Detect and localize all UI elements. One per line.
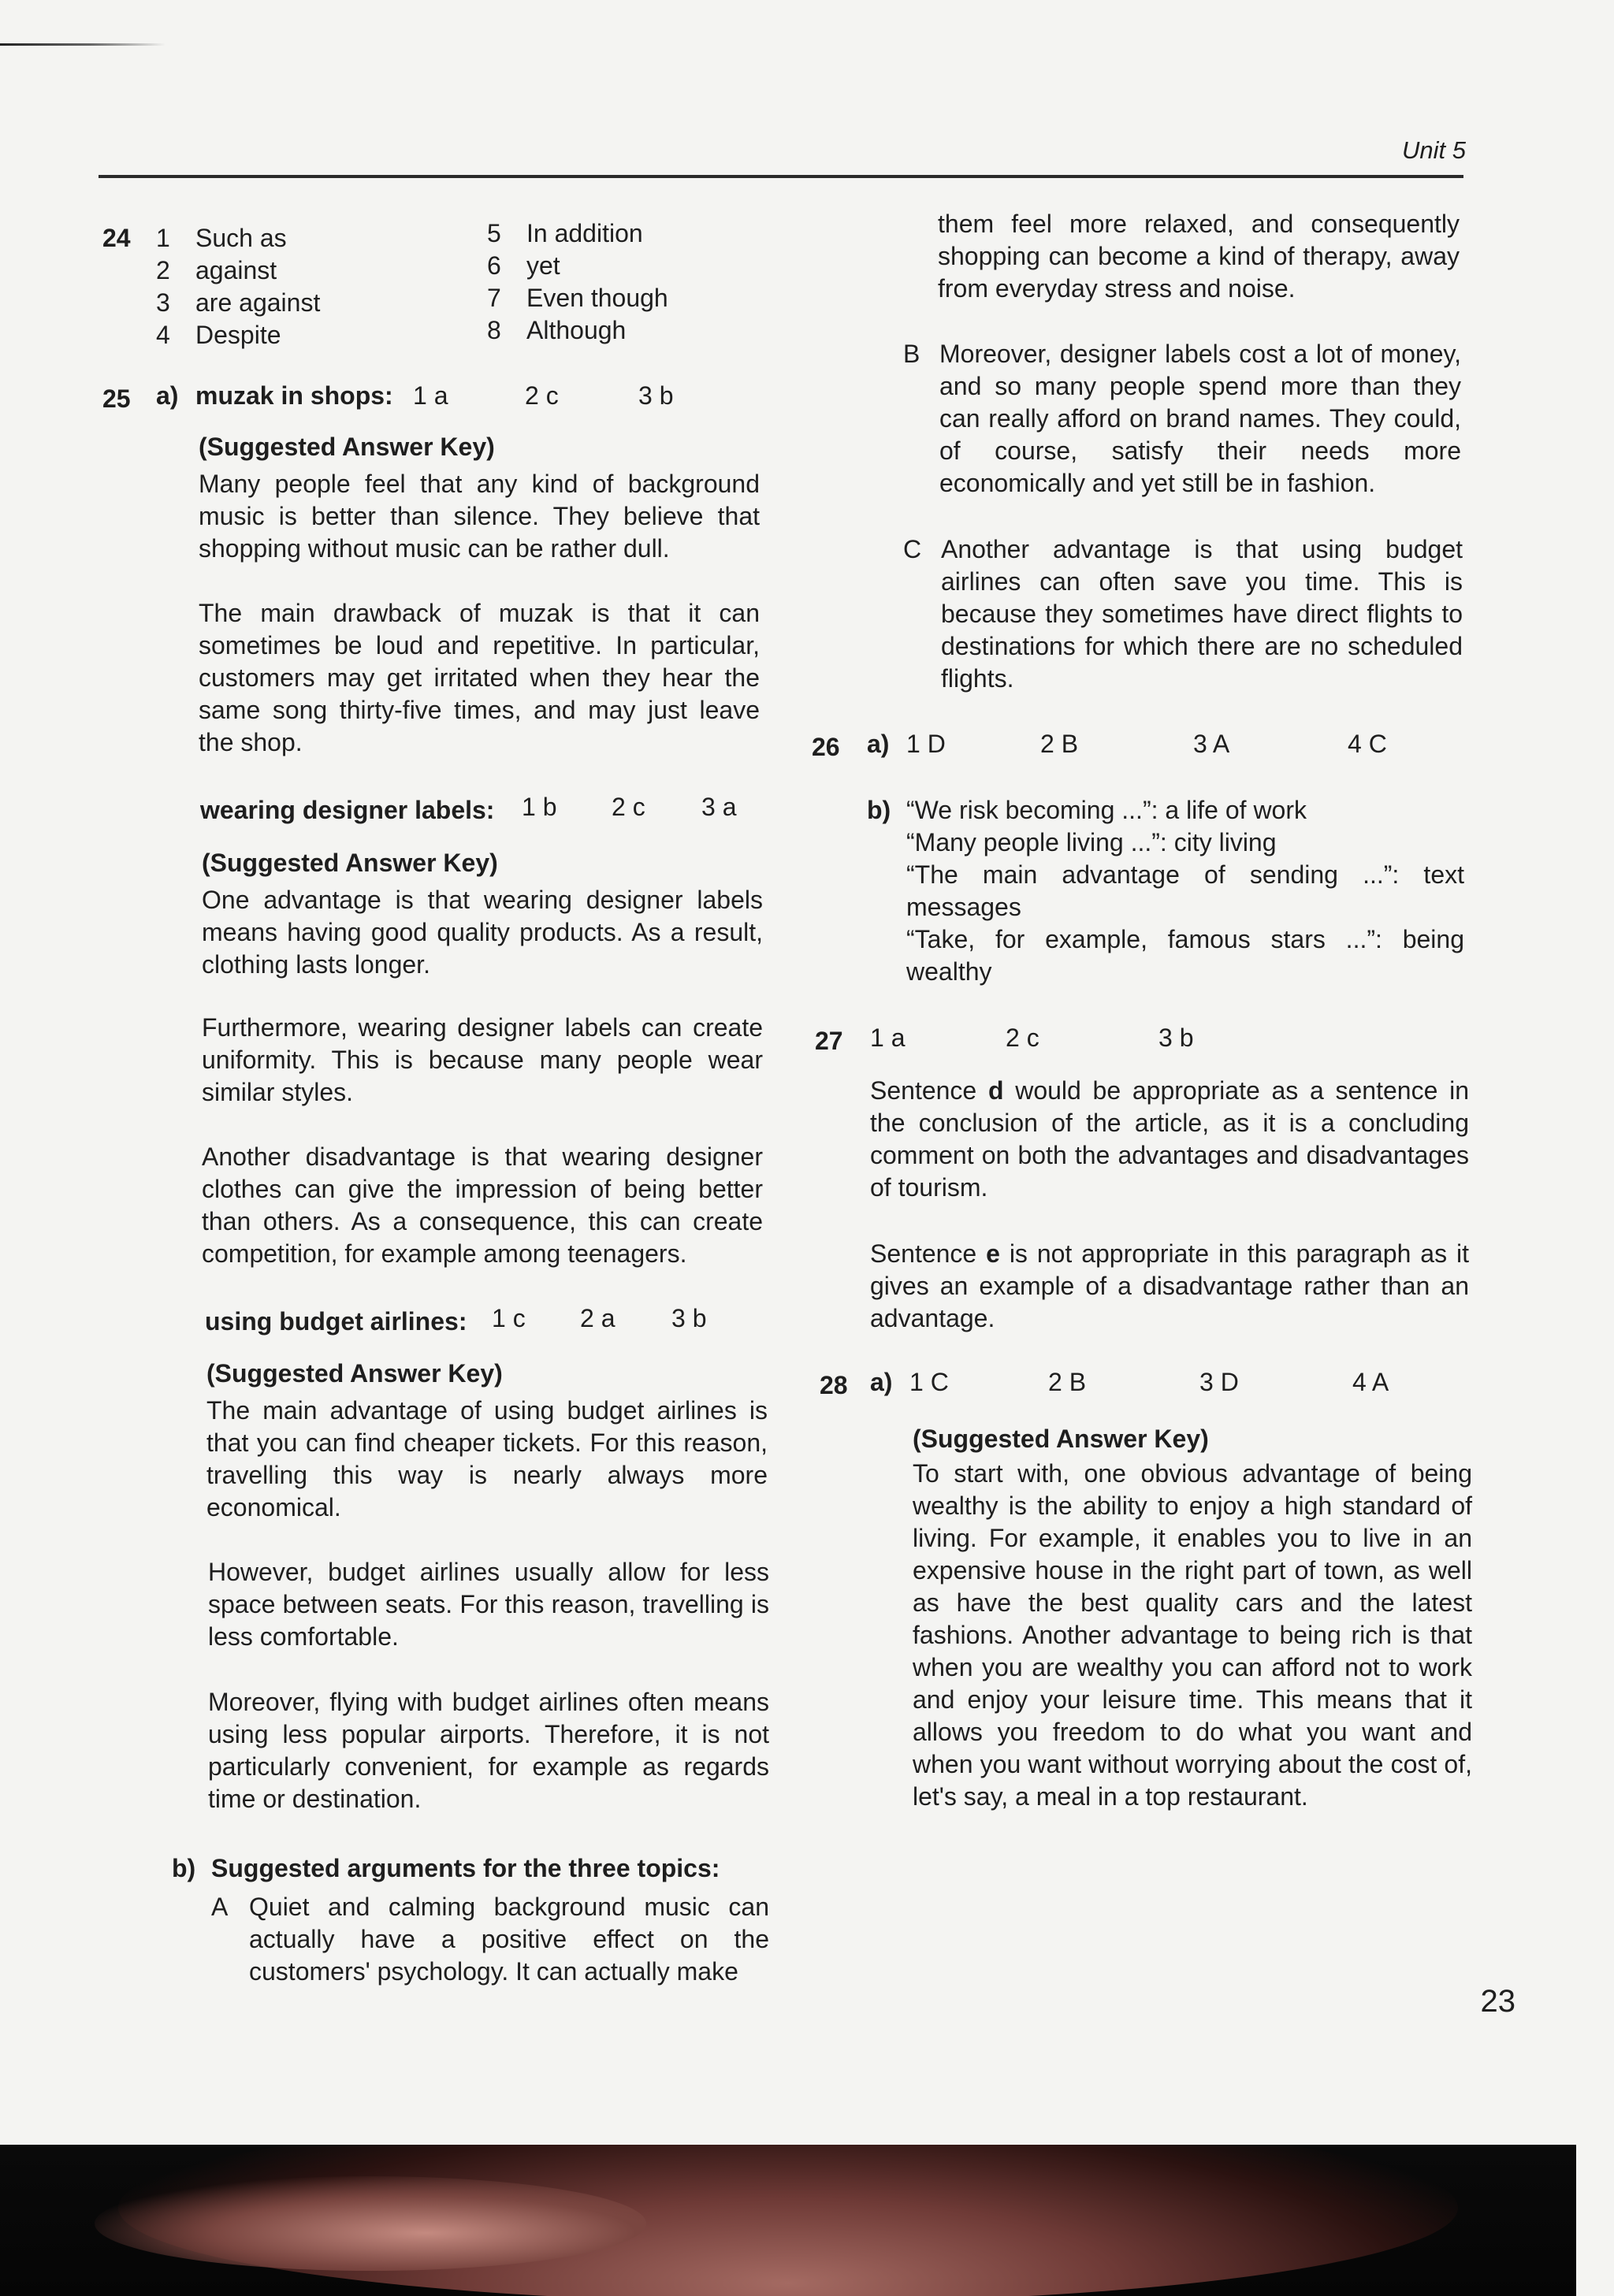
- ex27-d-post: would be appropriate as a sentence in the conclusion of the article, as it is a concluding comment on both the advantages and disadvantages of tourism.: [870, 1076, 1470, 1202]
- designer-paragraph: Another disadvantage is that wearing designer clothes can give the impression of being better than others. As a consequence, this can create competition, for example among teenagers.: [202, 1142, 763, 1268]
- designer-answer: 3 a: [701, 793, 737, 821]
- ex24-item-text: against: [195, 256, 277, 284]
- ex27-answer: 1 a: [870, 1024, 906, 1052]
- ex24-item-text: Although: [526, 316, 627, 344]
- ex24-item-text: Even though: [526, 284, 668, 312]
- budget-answer: 2 a: [580, 1304, 615, 1332]
- argument-letter: B: [903, 340, 920, 368]
- ex27-sentence-d-comment: [870, 1075, 1469, 1204]
- suggested-arguments-title: Suggested arguments for the three topics:: [211, 1854, 720, 1882]
- muzak-answer: 1 a: [413, 381, 448, 410]
- muzak-answer-key-label: (Suggested Answer Key): [199, 433, 495, 461]
- ex27-sentence-e-comment: [870, 1238, 1469, 1335]
- ex24-item-num: 5: [487, 219, 501, 247]
- ex25-b-label: b): [172, 1854, 196, 1882]
- muzak-paragraph: The main drawback of muzak is that it can sometimes be loud and repetitive. In particular, customers may get irritated when they hear the same song thirty-five times, and may just leave the shop.: [199, 599, 760, 756]
- header-rule: [99, 175, 1463, 178]
- argument-a-text-part2: them feel more relaxed, and consequently shopping can become a kind of therapy, away from everyday stress and noise.: [938, 210, 1460, 303]
- ex24-item-num: 4: [156, 321, 170, 349]
- unit-header: Unit 5: [1402, 136, 1466, 164]
- ex28-answer-key-label: (Suggested Answer Key): [913, 1425, 1209, 1453]
- ex24-item-text: are against: [195, 288, 321, 317]
- exercise-26-number: 26: [812, 733, 840, 761]
- exercise-25-number: 25: [102, 385, 131, 413]
- ex26-b-line: “Take, for example, famous stars ...”: being wealthy: [906, 925, 1464, 986]
- exercise-28-number: 28: [820, 1371, 848, 1399]
- ex24-item-num: 8: [487, 316, 501, 344]
- argument-a-text-part1: Quiet and calming background music can actually have a positive effect on the customers' psychology. It can actually make: [249, 1893, 769, 1986]
- budget-answer: 3 b: [671, 1304, 707, 1332]
- ex26-answer: 1 D: [906, 730, 946, 758]
- ex24-item-text: Despite: [195, 321, 281, 349]
- ex27-d-letter: d: [987, 1076, 1004, 1105]
- ex28-answer: 2 B: [1048, 1368, 1087, 1396]
- ex27-e-letter: e: [986, 1239, 1000, 1268]
- exercise-27-number: 27: [815, 1027, 843, 1055]
- budget-paragraph: However, budget airlines usually allow for less space between seats. For this reason, travelling is less comfortable.: [208, 1558, 769, 1651]
- argument-b-text: Moreover, designer labels cost a lot of money, and so many people spend more than they can really afford on brand names. They could, of course, satisfy their needs more economically and yet still be in fashion.: [939, 340, 1461, 497]
- designer-answer-key-label: (Suggested Answer Key): [202, 849, 498, 877]
- argument-c-text: Another advantage is that using budget airlines can often save you time. This is because they sometimes have direct flights to destinations for which there are no scheduled flights.: [941, 535, 1463, 693]
- ex26-answer: 3 A: [1193, 730, 1230, 758]
- ex26-b-line: “Many people living ...”: city living: [906, 828, 1277, 856]
- budget-answer: 1 c: [492, 1304, 526, 1332]
- page-number: 23: [1480, 1984, 1515, 2019]
- ex26-answer: 2 B: [1040, 730, 1079, 758]
- designer-paragraph: One advantage is that wearing designer labels means having good quality products. As a result, clothing lasts longer.: [202, 886, 763, 979]
- exercise-24-number: 24: [102, 224, 131, 252]
- muzak-title: muzak in shops:: [195, 381, 393, 410]
- ex26-b-line: “We risk becoming ...”: a life of work: [906, 796, 1307, 824]
- budget-paragraph: Moreover, flying with budget airlines often means using less popular airports. Therefore, it is not particularly convenient, for example as regards time or destination.: [208, 1688, 769, 1813]
- ex28-answer: 1 C: [909, 1368, 949, 1396]
- designer-answer: 2 c: [612, 793, 645, 821]
- ex24-item-num: 2: [156, 256, 170, 284]
- ex28-answer: 3 D: [1199, 1368, 1239, 1396]
- scan-edge-mark: [0, 43, 165, 46]
- ex28-answer: 4 A: [1352, 1368, 1389, 1396]
- ex27-answer: 3 b: [1158, 1024, 1194, 1052]
- argument-letter: A: [211, 1893, 229, 1921]
- designer-paragraph: Furthermore, wearing designer labels can create uniformity. This is because many people wear similar styles.: [202, 1013, 763, 1106]
- ex27-e-post: is not appropriate in this paragraph as it gives an example of a disadvantage rather than an advantage.: [870, 1239, 1470, 1332]
- ex26-a-label: a): [867, 730, 890, 758]
- scan-bottom-shadow: [0, 2145, 1576, 2296]
- budget-airlines-title: using budget airlines:: [205, 1307, 467, 1336]
- muzak-paragraph: Many people feel that any kind of background music is better than silence. They believe that shopping without music can be rather dull.: [199, 470, 760, 563]
- ex24-item-num: 3: [156, 288, 170, 317]
- ex28-a-label: a): [870, 1368, 893, 1396]
- ex24-item-num: 1: [156, 224, 170, 252]
- argument-letter: C: [903, 535, 922, 563]
- ex27-d-pre: Sentence: [870, 1076, 988, 1105]
- ex27-answer: 2 c: [1006, 1024, 1039, 1052]
- muzak-answer: 2 c: [525, 381, 559, 410]
- ex25-a-label: a): [156, 381, 179, 410]
- ex24-item-num: 7: [487, 284, 501, 312]
- ex26-b-line: “The main advantage of sending ...”: text messages: [906, 860, 1464, 921]
- budget-paragraph: The main advantage of using budget airlines is that you can find cheaper tickets. For this reason, travelling this way is nearly always more economical.: [206, 1396, 768, 1521]
- ex27-e-pre: Sentence: [870, 1239, 987, 1268]
- ex28-paragraph: To start with, one obvious advantage of being wealthy is the ability to enjoy a high standard of living. For example, it enables you to live in an expensive house in the right part of town, as well as have the best quality cars and the latest fashions. Another advantage to being rich is that when you are wealthy you can afford not to work and enjoy your leisure time. This means that it allows you freedom to do what you want and when you want without worrying about the cost of, let's say, a meal in a top restaurant.: [913, 1459, 1472, 1811]
- budget-answer-key-label: (Suggested Answer Key): [206, 1359, 503, 1388]
- designer-labels-title: wearing designer labels:: [200, 796, 495, 824]
- ex24-item-text: yet: [526, 251, 560, 280]
- ex24-item-num: 6: [487, 251, 501, 280]
- ex24-item-text: Such as: [195, 224, 287, 252]
- designer-answer: 1 b: [522, 793, 557, 821]
- ex26-answer: 4 C: [1348, 730, 1387, 758]
- ex26-b-label: b): [867, 796, 891, 824]
- finger-shadow: [95, 2176, 646, 2271]
- ex24-item-text: In addition: [526, 219, 643, 247]
- muzak-answer: 3 b: [638, 381, 674, 410]
